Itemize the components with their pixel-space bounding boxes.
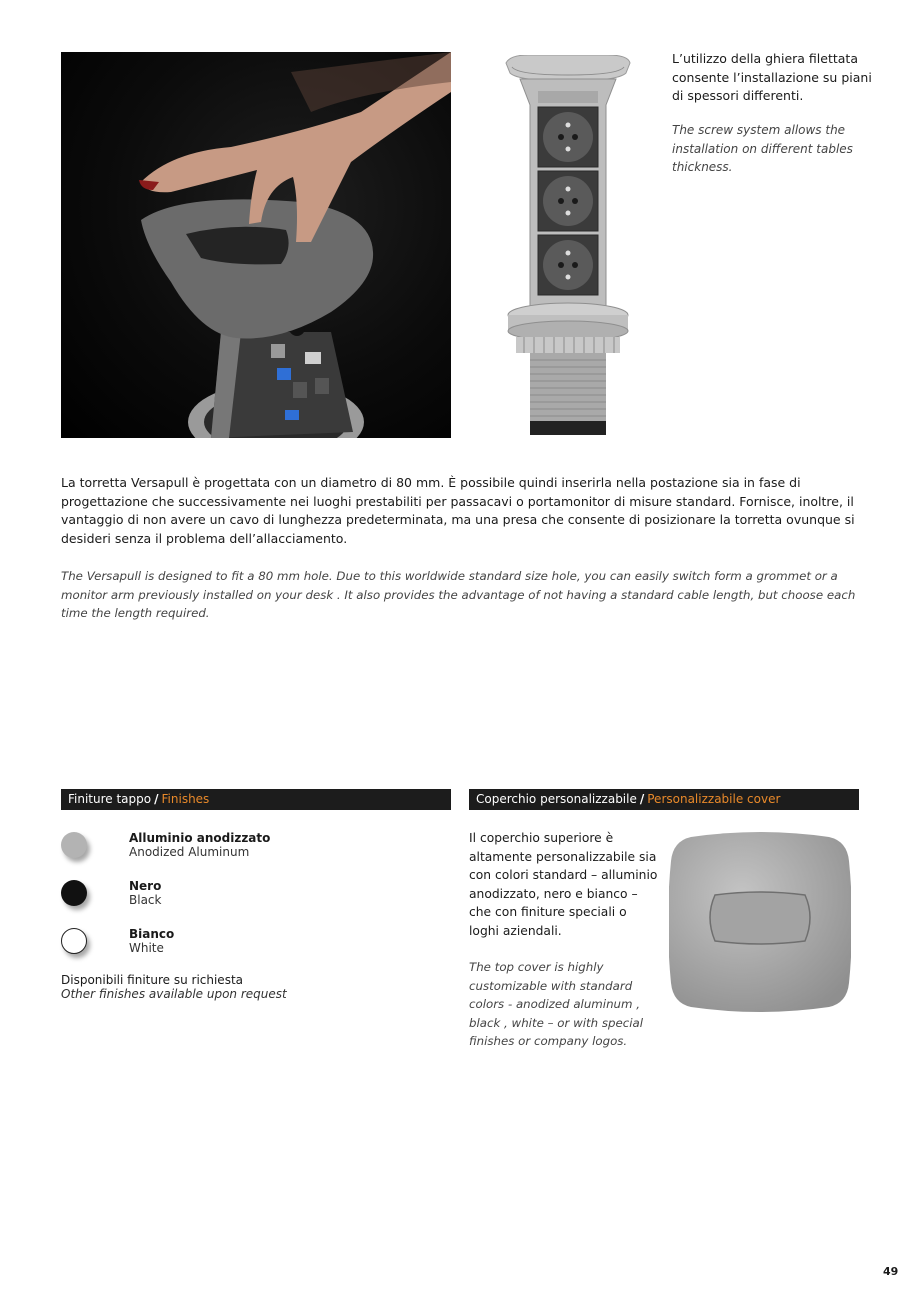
cover-header-bar [469, 789, 859, 810]
other-finishes-it: Disponibili finiture su richiesta [61, 973, 244, 987]
finish-item-white [129, 928, 174, 955]
intro-text-en: The screw system allows the installation on different tables thickness. [672, 123, 853, 174]
intro-text-it: L’utilizzo della ghiera filettata consente l’installazione su piani di spessori differenti. [672, 51, 872, 103]
cover-header-separator: / [639, 792, 645, 806]
page-number: 49 [883, 1265, 899, 1278]
finish-name-it: Nero [129, 879, 162, 893]
cover-header-en: Personalizzabile cover [647, 792, 781, 806]
body-paragraph-it: La torretta Versapull è progettata con un diametro di 80 mm. È possibile quindi inserirla nella postazione sia in fase di progettazione che successivamente nei luoghi prestabiliti per passacavi o portamonitor di misure standard. Fornisce, inoltre, il vantaggio di non avere un cavo di lunghezza predeterminata, ma una presa che consente di posizionare la torretta ovunque si desideri senza il problema dell’allacciamento. [61, 475, 855, 546]
other-finishes-note [61, 974, 287, 1001]
finishes-header-en: Finishes [161, 792, 210, 806]
finish-name-en: Black [129, 892, 162, 907]
finish-name-it: Alluminio anodizzato [129, 831, 271, 845]
finishes-header-it: Finiture tappo [68, 792, 152, 806]
swatch-anodized-aluminum [61, 832, 87, 858]
finish-name-en: Anodized Aluminum [129, 844, 250, 859]
finish-item-black [129, 880, 161, 907]
finish-name-it: Bianco [129, 927, 175, 941]
finish-item-aluminum [129, 832, 270, 859]
swatch-black [61, 880, 87, 906]
finishes-header-bar [61, 789, 451, 810]
other-finishes-en: Other finishes available upon request [61, 986, 287, 1001]
photo-tower-three-sockets [498, 55, 638, 437]
cover-header-it: Coperchio personalizzabile [476, 792, 637, 806]
photo-custom-cover [669, 831, 851, 1013]
finishes-header-separator: / [154, 792, 159, 806]
cover-text-it: Il coperchio superiore è altamente personalizzabile sia con colori standard – alluminio anodizzato, nero e bianco – che con finiture speciali o loghi aziendali. [469, 831, 658, 938]
swatch-white [61, 928, 87, 954]
photo-hand-pulling-tower [61, 52, 451, 438]
finish-name-en: White [129, 940, 164, 955]
body-paragraph-en: The Versapull is designed to fit a 80 mm hole. Due to this worldwide standard size hole, you can easily switch form a grommet or a monitor arm previously installed on your desk . It also provides the advantage of not having a standard cable length, but choose each time the length required. [61, 569, 856, 620]
cover-text-en: The top cover is highly customizable with standard colors - anodized aluminum , black , white – or with special finishes or company logos. [469, 960, 644, 1048]
